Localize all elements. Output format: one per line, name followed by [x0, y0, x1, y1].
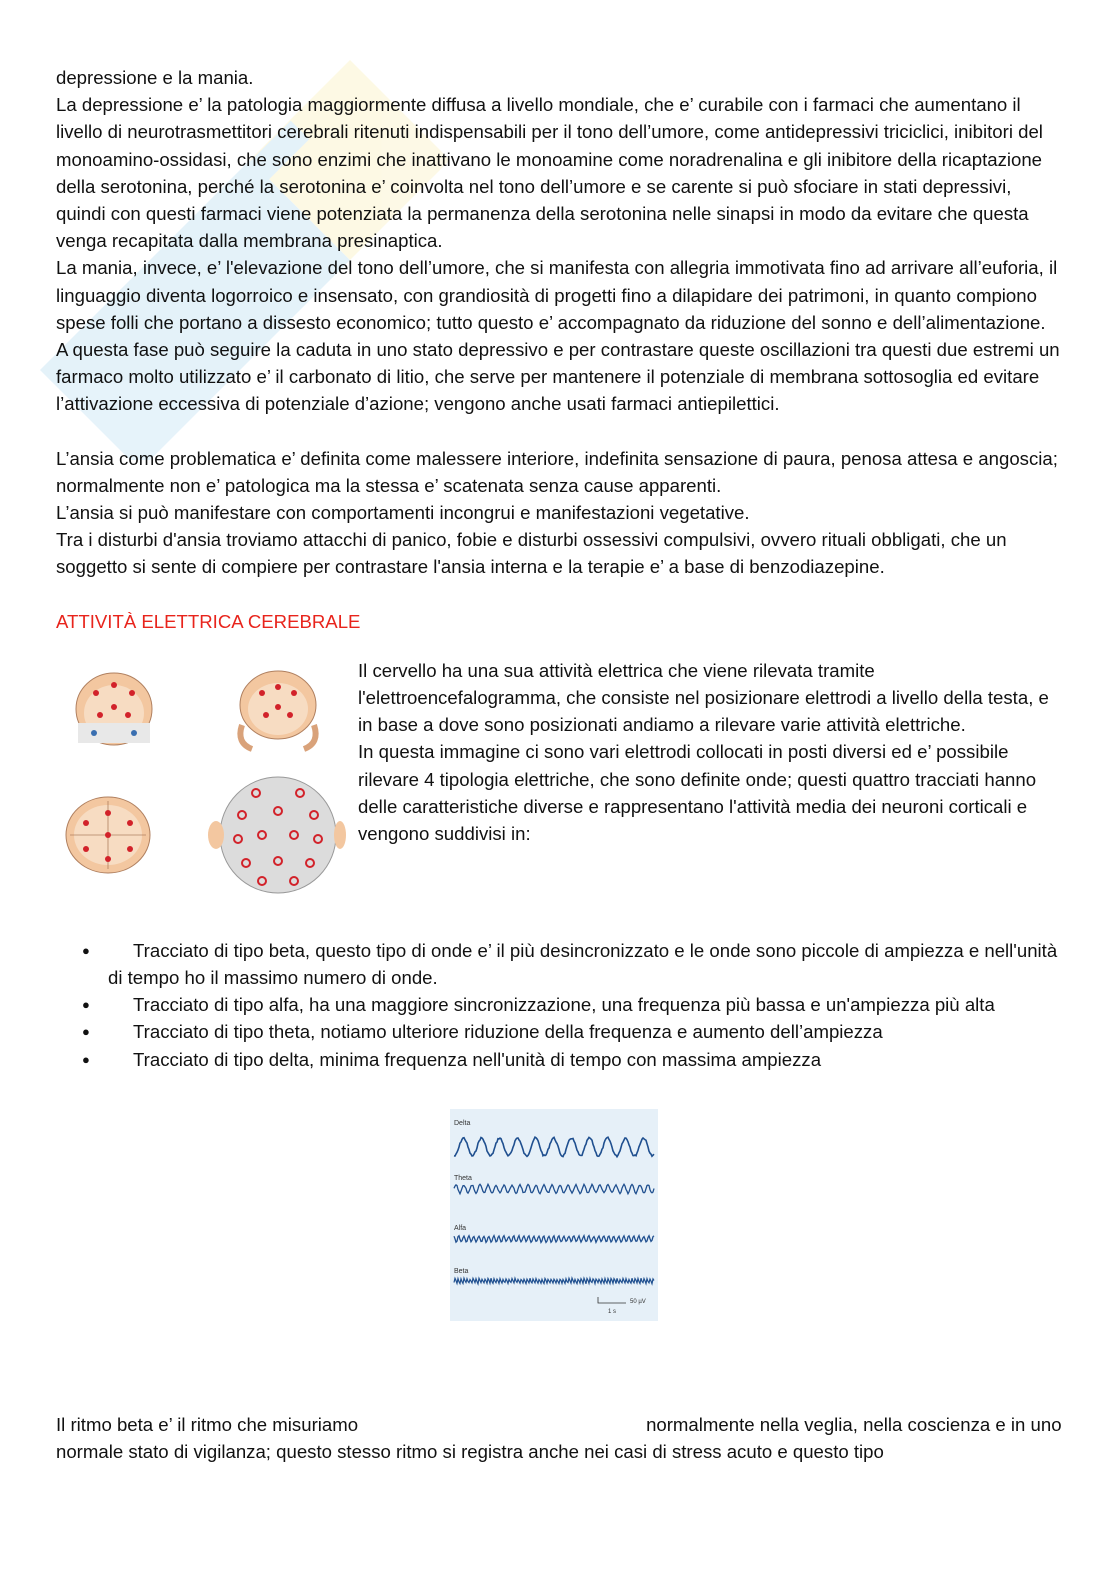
wave-label-theta: Theta [454, 1174, 472, 1182]
list-item: ● Tracciato di tipo alfa, ha una maggiore sincronizzazione, una frequenza più bassa e un'ampiezza più alta [56, 991, 1062, 1018]
paragraph: La mania, invece, e’ l'elevazione del tono dell’umore, che si manifesta con allegria immotivata fino ad arrivare all’euforia, il linguaggio diventa logorroico e insensato, con grandiosità di progetti fino a dilapidare dei patrimoni, in quanto compiono spese folli che portano a dissesto economico; tutto questo e’ accompagnato da riduzione del sonno e dell’alimentazione. [56, 257, 1058, 333]
alfa-trace [454, 1235, 654, 1242]
eeg-waves-figure [450, 1109, 658, 1321]
list-item: ● Tracciato di tipo beta, questo tipo di onde e’ il più desincronizzato e le onde sono piccole di ampiezza e nell'unità di tempo ho il massimo numero di onde. [56, 937, 1062, 991]
scale-amplitude-label: 50 µV [630, 1298, 646, 1305]
paragraph: Tra i disturbi d'ansia troviamo attacchi di panico, fobie e disturbi ossessivi compulsivi, ovvero rituali obbligati, che un soggetto si sente di compiere per contrastare l'ansia interna e la terapie e’ a base di benzodiazepine. [56, 529, 1007, 578]
electrode-placement-figure [56, 663, 346, 899]
scale-bar [598, 1297, 626, 1303]
wave-label-alfa: Alfa [454, 1224, 467, 1232]
wave-label-beta: Beta [454, 1267, 469, 1275]
eeg-section [56, 657, 1062, 905]
wave-label-delta: Delta [454, 1119, 471, 1127]
paragraph: La depressione e’ la patologia maggiormente diffusa a livello mondiale, che e’ curabile con i farmaci che aumentano il livello di neurotrasmettitori cerebrali ritenuti indispensabili per il tono dell’umore, come antidepressivi triciclici, inibitori del monoamino-ossidasi, che sono enzimi che inattivano le monoamine come noradrenalina e gli inibitore della ricaptazione della serotonina, perché la serotonina e’ coinvolta nel tono dell’umore e se carente si può sfociare in stati depressivi, quindi con questi farmaci viene potenziata la permanenza della serotonina nelle sinapsi in modo da evitare che questa venga recapitata dalla membrana presinaptica. [56, 94, 1043, 252]
document-body [56, 64, 1062, 1321]
paragraph: depressione e la mania. [56, 67, 254, 88]
paragraph: In questa immagine ci sono vari elettrodi collocati in posti diversi ed e’ possibile rilevare 4 tipologia elettriche, che sono definite onde; questi quattro tracciati hanno delle caratteristiche diverse e rappresentano l'attività media dei neuroni corticali e vengono suddivisi in: [358, 741, 1037, 845]
final-text-part1: Il ritmo beta e’ il ritmo che misuriamo [56, 1414, 359, 1435]
section-heading: ATTIVITÀ ELETTRICA CEREBRALE [56, 610, 361, 632]
delta-trace [454, 1137, 654, 1157]
scale-time-label: 1 s [608, 1308, 617, 1315]
final-text-part2: normalmente nella veglia, nella coscienza e in uno normale stato di vigilanza; questo stesso ritmo si registra anche nei casi di stress acuto e questo tipo [56, 1414, 1062, 1463]
paragraph: L’ansia come problematica e’ definita come malessere interiore, indefinita sensazione di paura, penosa attesa e angoscia; normalmente non e’ patologica ma la stessa e’ scatenata senza cause apparenti. [56, 447, 1058, 496]
theta-trace [454, 1184, 654, 1193]
paragraph: L’ansia si può manifestare con comportamenti incongrui e manifestazioni vegetative. [56, 502, 750, 524]
list-item: ● Tracciato di tipo theta, notiamo ulteriore riduzione della frequenza e aumento dell’ampiezza [56, 1018, 1062, 1045]
paragraph: A questa fase può seguire la caduta in uno stato depressivo e per contrastare queste oscillazioni tra questi due estremi un farmaco molto utilizzato e’ il carbonato di litio, che serve per mantenere il potenziale di membrana sottosoglia ed evitare l’attivazione eccessiva di potenziale d’azione; vengono anche usati farmaci antiepilettici. [56, 339, 1060, 415]
paragraph: Il cervello ha una sua attività elettrica che viene rilevata tramite l'elettroencefalogramma, che consiste nel posizionare elettrodi a livello della testa, e in base a dove sono posizionati andiamo a rilevare varie attività elettriche. [358, 659, 1049, 736]
beta-trace [454, 1278, 654, 1284]
final-paragraph [56, 1411, 1062, 1465]
wave-type-list [56, 937, 1062, 1073]
list-item: ● Tracciato di tipo delta, minima frequenza nell'unità di tempo con massima ampiezza [56, 1046, 1062, 1073]
